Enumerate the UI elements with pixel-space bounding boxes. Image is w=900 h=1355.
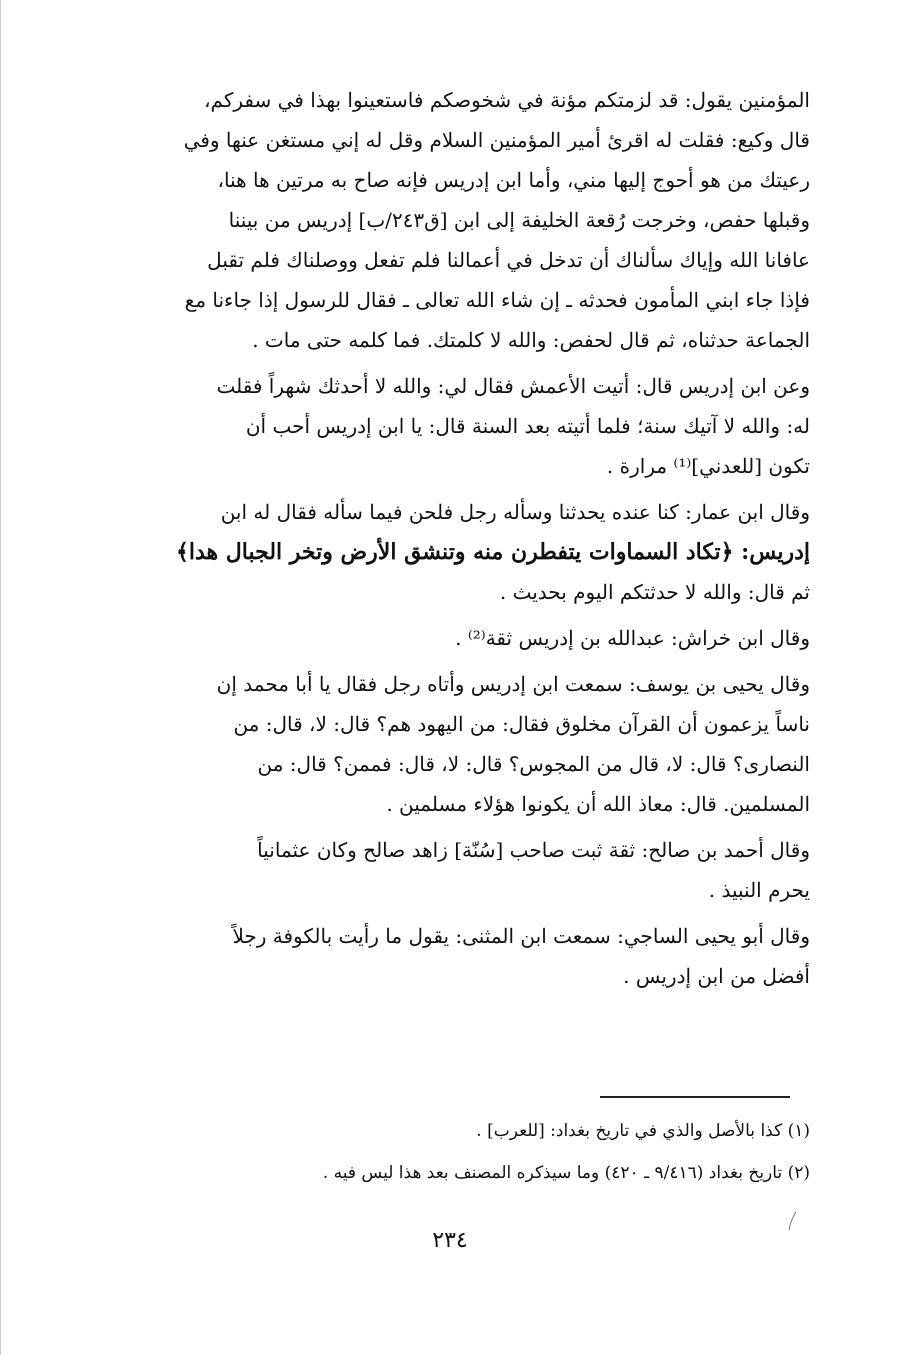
text-line: الجماعة حدثناه، ثم قال لحفص: والله لا كلمتك. فما كلمه حتى مات . <box>252 328 810 352</box>
quran-verse-line: إدريس: ﴿تكاد السماوات يتفطرن منه وتنشق الأرض وتخر الجبال هدا﴾ <box>175 539 810 565</box>
text-line: النصارى؟ قال: لا، قال من المجوس؟ قال: لا، قال: فممن؟ قال: من <box>257 752 810 776</box>
text-line: المسلمين. قال: معاذ الله أن يكونوا هؤلاء مسلمين . <box>386 792 810 816</box>
paragraph-3 <box>80 492 810 612</box>
text-line: وقال أبو يحيى الساجي: سمعت ابن المثنى: يقول ما رأيت بالكوفة رجلاً <box>232 924 810 948</box>
text-line: ناساً يزعمون أن القرآن مخلوق فقال: من اليهود هم؟ قال: لا، قال: من <box>233 712 810 736</box>
footnote-separator <box>600 1096 790 1098</box>
text-line: أفضل من ابن إدريس . <box>623 964 810 988</box>
paragraph-4 <box>80 618 810 658</box>
text-line: وعن ابن إدريس قال: أتيت الأعمش فقال لي: والله لا أحدثك شهراً فقلت <box>216 374 810 398</box>
text-line: ثم قال: والله لا حدثتكم اليوم بحديث . <box>499 580 810 604</box>
text-line: وقال ابن خراش: عبدالله بن إدريس ثقة⁽²⁾ . <box>455 626 810 650</box>
text-line: وقبلها حفص، وخرجت رُقعة الخليفة إلى ابن [ق٢٤٣/ب] إدريس من بيننا <box>228 208 810 232</box>
text-line: عافانا الله وإياك سألناك أن تدخل في أعمالنا فلم تفعل ووصلناك فلم تقبل <box>207 248 810 272</box>
paragraph-6 <box>80 830 810 910</box>
text-line: المؤمنين يقول: قد لزمتكم مؤنة في شخوصكم فاستعينوا بهذا في سفركم، <box>204 88 810 112</box>
text-line: وقال ابن عمار: كنا عنده يحدثنا وسأله رجل فلحن فيما سأله فقال له ابن <box>220 500 810 524</box>
footnote-2: (٢) تاريخ بغداد (٩/٤١٦ ـ ٤٢٠) وما سيذكره المصنف بعد هذا ليس فيه . <box>322 1163 810 1183</box>
text-line: فإذا جاء ابني المأمون فحدثه ـ إن شاء الله تعالى ـ فقال للرسول إذا جاءنا مع <box>184 288 810 312</box>
paragraph-1 <box>80 80 810 360</box>
paragraph-5 <box>80 664 810 824</box>
text-line: له: والله لا آتيك سنة؛ فلما أتيته بعد السنة قال: يا ابن إدريس أحب أن <box>245 414 810 438</box>
text-line: رعيتك من هو أحوج إليها مني، وأما ابن إدريس فإنه صاح به مرتين ها هنا، <box>217 168 810 192</box>
paragraph-7 <box>80 916 810 996</box>
footnotes <box>80 1110 810 1194</box>
main-text <box>80 80 810 996</box>
text-line: قال وكيع: فقلت له اقرئ أمير المؤمنين السلام وقل له إني مستغن عنها وفي <box>183 128 810 152</box>
page-edge-line <box>0 0 1 1355</box>
paragraph-2 <box>80 366 810 486</box>
text-line: تكون [للعدني]⁽¹⁾ مرارة . <box>606 454 810 478</box>
text-line: يحرم النبيذ . <box>708 878 810 902</box>
page-number: ٢٣٤ <box>432 1228 468 1253</box>
text-line: وقال يحيى بن يوسف: سمعت ابن إدريس وأتاه رجل فقال يا أبا محمد إن <box>216 672 810 696</box>
text-line: وقال أحمد بن صالح: ثقة ثبت صاحب [سُنّة] زاهد صالح وكان عثمانياً <box>257 838 810 862</box>
footnote-1: (١) كذا بالأصل والذي في تاريخ بغداد: [للعرب] . <box>476 1121 810 1141</box>
